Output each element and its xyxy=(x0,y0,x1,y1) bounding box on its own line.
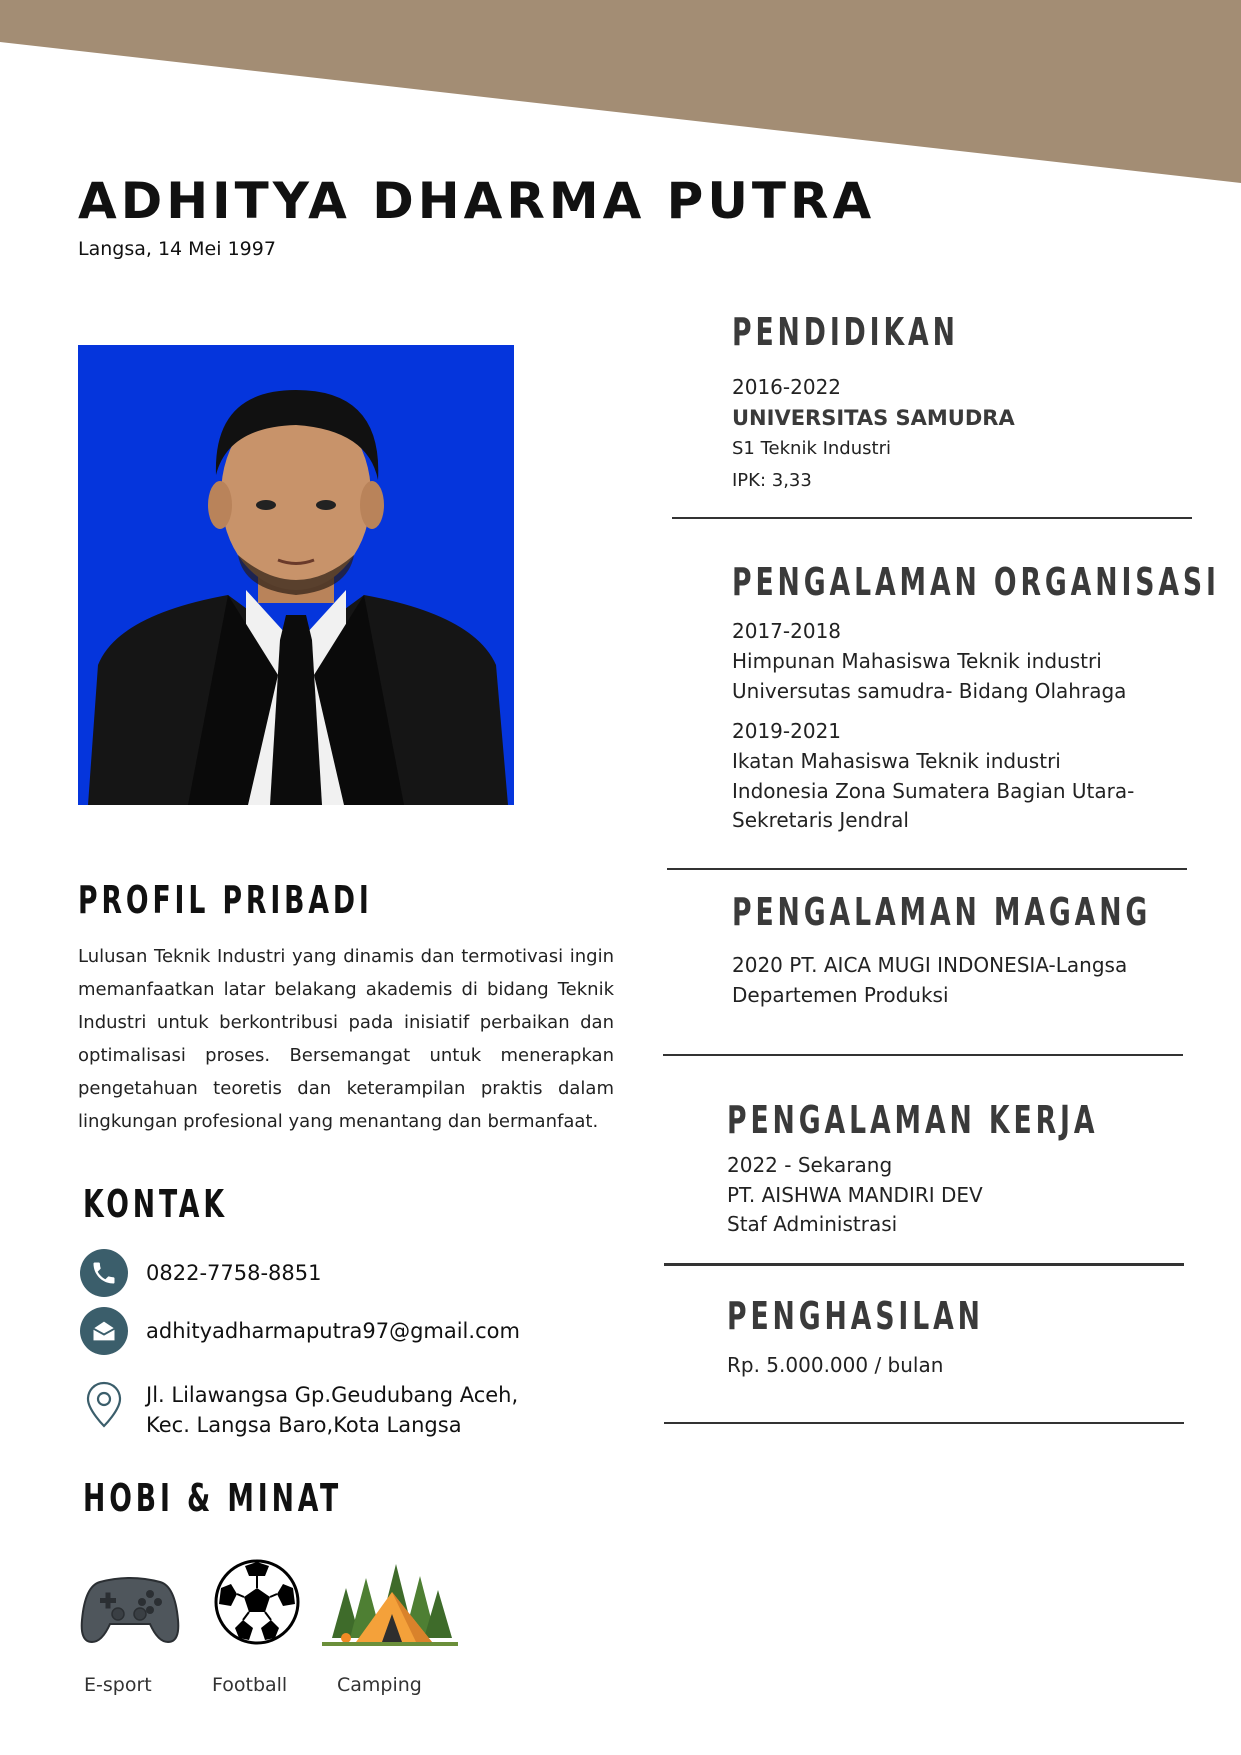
organization-line: Ikatan Mahasiswa Teknik industri xyxy=(732,749,1061,773)
address-line: Kec. Langsa Baro,Kota Langsa xyxy=(146,1413,462,1437)
email-row[interactable] xyxy=(80,1307,520,1355)
education-school: UNIVERSITAS SAMUDRA xyxy=(732,406,1015,430)
profile-text: Lulusan Teknik Industri yang dinamis dan termotivasi ingin memanfaatkan latar belakang akademis di bidang Teknik Industri untuk berkontribusi pada inisiatif perbaikan dan optimalisasi proses. Bersemangat untuk menerapkan pengetahuan teoretis dan keterampilan praktis dalam lingkungan profesional yang menantang dan bermanfaat. xyxy=(78,946,614,1132)
divider xyxy=(667,868,1187,870)
organization-years: 2017-2018 xyxy=(732,619,842,643)
work-role: Staf Administrasi xyxy=(727,1212,898,1236)
location-pin-icon xyxy=(84,1380,124,1434)
full-name: ADHITYA DHARMA PUTRA xyxy=(78,172,876,230)
internship-heading: PENGALAMAN MAGANG xyxy=(732,890,1152,934)
income-heading: PENGHASILAN xyxy=(727,1294,984,1338)
internship-line: 2020 PT. AICA MUGI INDONESIA-Langsa xyxy=(732,953,1128,977)
phone-number: 0822-7758-8851 xyxy=(146,1261,322,1285)
profile-heading: PROFIL PRIBADI xyxy=(78,878,373,922)
profile-photo xyxy=(78,345,514,805)
phone-icon xyxy=(80,1249,128,1297)
education-major: S1 Teknik Industri xyxy=(732,438,891,459)
income-value: Rp. 5.000.000 / bulan xyxy=(727,1353,944,1377)
work-years: 2022 - Sekarang xyxy=(727,1153,893,1177)
phone-row[interactable] xyxy=(80,1249,322,1297)
work-heading: PENGALAMAN KERJA xyxy=(727,1098,1099,1142)
organization-line: Indonesia Zona Sumatera Bagian Utara- xyxy=(732,779,1135,803)
divider xyxy=(672,517,1192,519)
hobbies-heading: HOBI & MINAT xyxy=(83,1476,343,1520)
tent-icon xyxy=(320,1558,460,1650)
divider xyxy=(663,1054,1183,1056)
contact-heading: KONTAK xyxy=(83,1182,228,1226)
divider xyxy=(664,1422,1184,1424)
birth-place-date: Langsa, 14 Mei 1997 xyxy=(78,238,276,260)
email-address: adhityadharmaputra97@gmail.com xyxy=(146,1319,520,1343)
hobby-label: E-sport xyxy=(84,1674,152,1696)
organization-line: Universutas samudra- Bidang Olahraga xyxy=(732,679,1127,703)
education-years: 2016-2022 xyxy=(732,375,842,399)
soccer-ball-icon xyxy=(213,1558,301,1646)
organization-line: Sekretaris Jendral xyxy=(732,808,909,832)
work-company: PT. AISHWA MANDIRI DEV xyxy=(727,1183,983,1207)
address-line: Jl. Lilawangsa Gp.Geudubang Aceh, xyxy=(146,1383,519,1407)
education-heading: PENDIDIKAN xyxy=(732,310,959,354)
gamepad-icon xyxy=(80,1570,180,1650)
hobby-label: Football xyxy=(212,1674,288,1696)
organization-line: Himpunan Mahasiswa Teknik industri xyxy=(732,649,1102,673)
divider xyxy=(664,1263,1184,1266)
header-banner xyxy=(0,0,1241,190)
internship-line: Departemen Produksi xyxy=(732,983,949,1007)
organization-years: 2019-2021 xyxy=(732,719,842,743)
education-gpa: IPK: 3,33 xyxy=(732,470,812,491)
email-icon xyxy=(80,1307,128,1355)
hobby-label: Camping xyxy=(337,1674,422,1696)
organization-heading: PENGALAMAN ORGANISASI xyxy=(732,560,1220,604)
